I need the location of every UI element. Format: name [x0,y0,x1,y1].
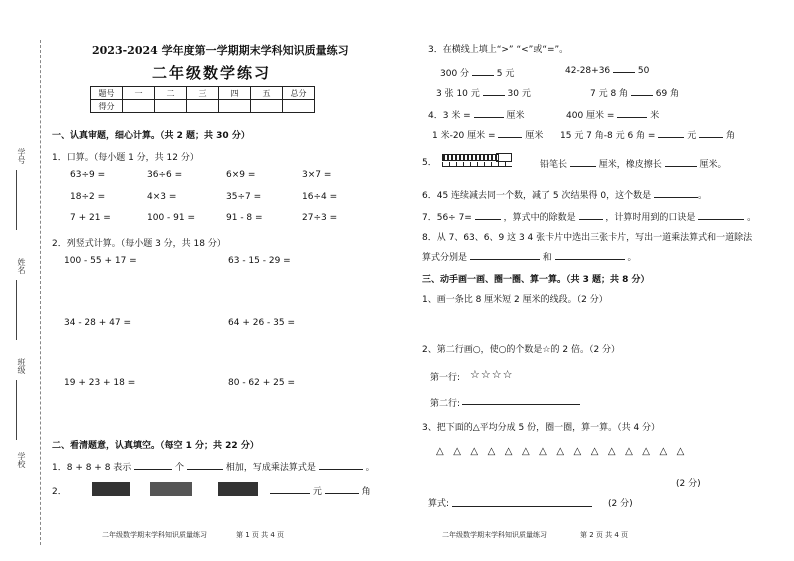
oral-item: 27÷3 = [302,213,338,223]
score-table-header-row [91,87,315,100]
answer-blank[interactable] [470,259,540,260]
vertical-calc-item: 63 - 15 - 29 = [228,256,291,266]
formula-answer-line[interactable] [452,496,592,507]
q8-text: 和 [542,253,552,263]
compare-left: 300 分 [440,69,470,79]
q5-label: 厘米，橡皮擦长 [598,160,662,170]
oral-item: 91 - 8 = [226,213,263,223]
oral-item: 100 - 91 = [147,213,196,223]
points-note: (2 分) [676,479,701,489]
vertical-calc-item: 34 - 28 + 47 = [64,318,131,328]
q4-text: 4．3 米 = [428,111,471,121]
q3-title: 3．在横线上填上“>” “<”或“=”。 [428,45,569,55]
name-line [16,280,18,340]
q4-line2b [560,128,735,141]
score-cell: 得分 [91,100,123,113]
star-row: ☆☆☆☆ [470,368,514,381]
oral-item: 18÷2 = [70,192,106,202]
q5-text [540,157,727,170]
vertical-calc-item: 64 + 26 - 35 = [228,318,295,328]
s2-q1-text: 相加，写成乘法算式是 [225,463,316,473]
oral-item: 36÷6 = [147,170,183,180]
compare-left: 3 张 10 元 [436,89,480,99]
s2-q2-answer [270,484,371,497]
q8-line2 [422,250,637,263]
compare-item [436,86,531,99]
answer-blank[interactable] [699,137,723,138]
s2-q1-text: 个 [175,463,185,473]
q4-unit: 角 [725,131,735,141]
score-input-cell[interactable] [283,100,315,113]
score-cell: 总分 [283,87,315,100]
score-input-cell[interactable] [123,100,155,113]
compare-right: 69 角 [655,89,680,99]
score-input-cell[interactable] [251,100,283,113]
footer-left-page: 第 1 页 共 4 页 [236,531,285,539]
score-cell: 三 [187,87,219,100]
ruler-scale [442,162,512,167]
score-table [90,86,315,113]
triangle-row: △△△△△△△△△△△△△△△ [436,446,694,457]
q8-text: 算式分别是 [422,253,468,263]
answer-blank[interactable] [658,137,684,138]
q6-text: 6．45 连续减去同一个数，减了 5 次结果得 0，这个数是 [422,191,652,201]
q7 [422,210,756,223]
q4-unit: 厘米 [506,111,525,121]
row2-drawing-line[interactable] [462,394,580,405]
score-input-cell[interactable] [155,100,187,113]
score-cell: 五 [251,87,283,100]
oral-item: 7 + 21 = [70,213,111,223]
s2-q1-text: 1．8 + 8 + 8 表示 [52,463,132,473]
s2-q1-text: 。 [365,463,375,473]
cut-line [40,40,41,545]
s2-q2-number: 2． [52,487,67,497]
score-cell: 一 [123,87,155,100]
score-table-score-row [91,100,315,113]
banknote-image [150,482,192,496]
q8-line1: 8．从 7、63、6、9 这 3 4 张卡片中选出三张卡片，写出一道乘法算式和一道除法 [422,233,753,243]
answer-blank[interactable] [319,469,363,470]
answer-blank[interactable] [270,493,310,494]
compare-left: 42-28+36 [565,66,611,76]
q4-line2 [432,128,543,141]
q4-text: 15 元 7 角-8 元 6 角 = [560,131,656,141]
q5-label: 厘米。 [699,160,727,170]
s2-q1 [52,460,375,473]
q4-line1 [428,108,524,121]
class-label: 班级 [17,358,26,374]
score-input-cell[interactable] [187,100,219,113]
eraser-image [496,153,512,162]
oral-item: 4×3 = [147,192,177,202]
compare-right: 50 [637,66,650,76]
q4-text: 400 厘米 = [566,111,615,121]
answer-blank[interactable] [187,469,223,470]
compare-blank[interactable] [613,72,635,73]
compare-left: 7 元 8 角 [590,89,629,99]
score-cell: 四 [219,87,251,100]
score-input-cell[interactable] [219,100,251,113]
oral-item: 16÷4 = [302,192,338,202]
q1-title: 1．口算。（每小题 1 分，共 12 分） [52,153,199,163]
oral-item: 35÷7 = [226,192,262,202]
compare-blank[interactable] [631,95,653,96]
compare-right: 5 元 [496,69,515,79]
student-id-line [16,170,18,230]
answer-blank[interactable] [698,219,744,220]
q7-text: 。 [747,213,757,223]
school-label: 学校 [17,452,26,468]
student-id-label: 学号 [17,148,26,164]
s3-q3: 3、把下面的△平均分成 5 份，圈一圈，算一算。（共 4 分） [422,423,661,433]
section1-title: 一、认真审题，细心计算。（共 2 题；共 30 分） [52,131,250,141]
compare-item [590,86,679,99]
q5-number: 5． [422,158,437,168]
compare-right: 30 元 [507,89,531,99]
answer-blank[interactable] [134,469,172,470]
vertical-calc-item: 19 + 23 + 18 = [64,378,136,388]
vertical-calc-item: 100 - 55 + 17 = [64,256,137,266]
q4-unit: 米 [650,111,660,121]
q7-text: ，计算时用到的口诀是 [605,213,696,223]
class-line [16,380,18,440]
q5-label: 铅笔长 [540,160,568,170]
answer-blank[interactable] [665,166,697,167]
footer-right-title: 二年级数学期末学科知识质量练习 [442,531,547,539]
answer-blank[interactable] [617,117,647,118]
formula-label: 算式: [428,499,450,509]
compare-item [565,66,649,76]
pencil-ruler-figure [434,153,524,167]
answer-blank[interactable] [570,166,596,167]
score-cell: 二 [155,87,187,100]
s3-q2: 2、第二行画○，使○的个数是☆的 2 倍。（2 分） [422,345,621,355]
formula-points: (2 分) [608,499,633,509]
answer-blank[interactable] [555,259,625,260]
q8-text: 。 [627,253,637,263]
banknote-image [218,482,258,496]
row1-label: 第一行: [430,373,461,383]
q4-unit: 元 [687,131,697,141]
answer-blank[interactable] [475,219,501,220]
row2-label: 第二行: [430,399,461,409]
q6: 6．45 连续减去同一个数，减了 5 次结果得 0，这个数是 。 [422,191,707,201]
footer-left-title: 二年级数学期末学科知识质量练习 [102,531,207,539]
vertical-calc-item: 80 - 62 + 25 = [228,378,295,388]
answer-blank[interactable] [498,137,522,138]
score-cell: 题号 [91,87,123,100]
answer-blank[interactable] [325,493,359,494]
section2-title: 二、看清题意，认真填空。（每空 1 分；共 22 分） [52,441,259,451]
jiao-label: 角 [361,487,371,497]
banknote-image [92,482,130,496]
q7-text: ，算式中的除数是 [503,213,576,223]
pencil-image [442,154,499,161]
footer-right-page: 第 2 页 共 4 页 [580,531,629,539]
yuan-label: 元 [312,487,322,497]
compare-item [440,66,514,79]
q4-text: 1 米-20 厘米 = [432,131,496,141]
q2-title: 2．列竖式计算。（每小题 3 分，共 18 分） [52,239,226,249]
answer-blank[interactable] [579,219,603,220]
oral-item: 3×7 = [302,170,332,180]
q7-text: 7．56÷ 7= [422,213,472,223]
answer-blank[interactable] [474,117,504,118]
oral-item: 63÷9 = [70,170,106,180]
name-label: 姓名 [17,258,26,274]
compare-blank[interactable] [483,95,505,96]
q4-line1b [566,108,659,121]
exam-title: 2023-2024 学年度第一学期期末学科知识质量练习 [92,44,349,57]
oral-item: 6×9 = [226,170,256,180]
compare-blank[interactable] [472,75,494,76]
answer-blank[interactable] [654,197,698,198]
q4-unit: 厘米 [525,131,544,141]
s3-q1: 1、画一条比 8 厘米短 2 厘米的线段。（2 分） [422,295,608,305]
binding-strip [2,40,48,545]
section3-title: 三、动手画一画、圈一圈、算一算。（共 3 题；共 8 分） [422,275,650,285]
exam-subtitle: 二年级数学练习 [152,64,272,82]
